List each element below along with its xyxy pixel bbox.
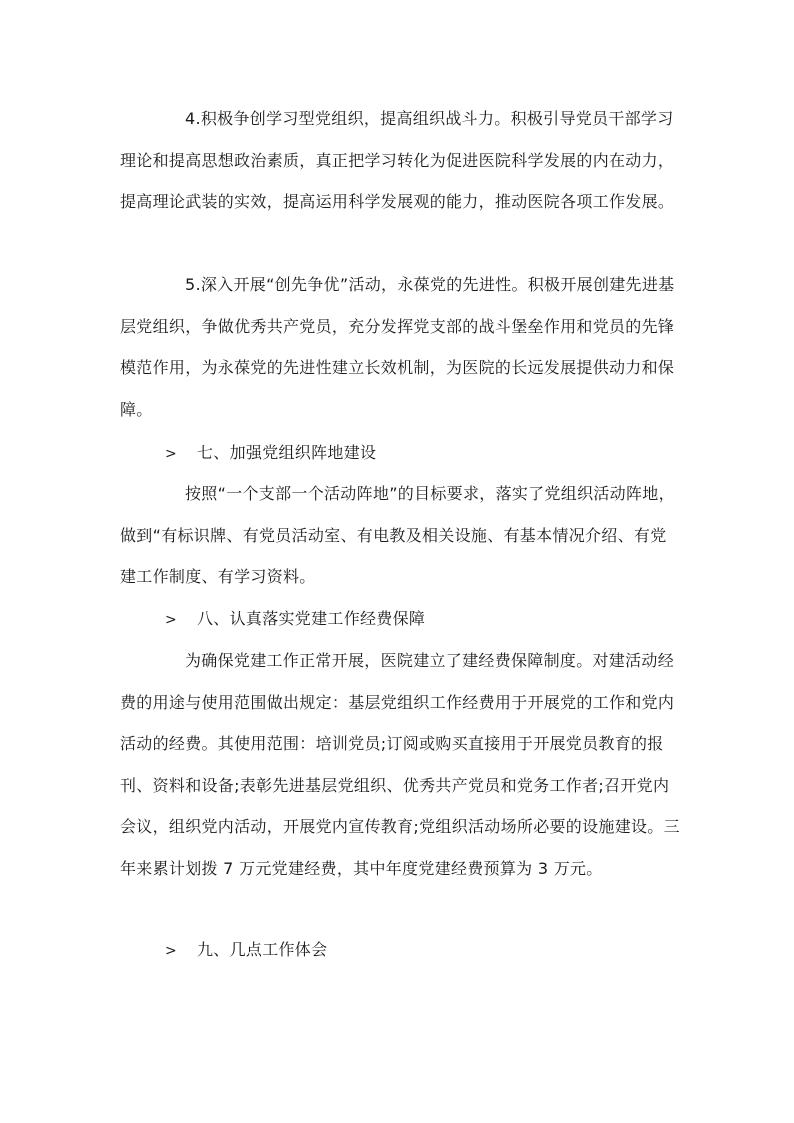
section-heading-7 xyxy=(165,441,376,466)
section-heading-9-text: 九、几点工作体会 xyxy=(197,940,328,959)
section-heading-7-text: 七、加强党组织阵地建设 xyxy=(197,443,377,462)
bullet-marker: > xyxy=(165,943,178,959)
section-heading-8-text: 八、认真落实党建工作经费保障 xyxy=(197,609,426,628)
section-heading-8 xyxy=(165,607,425,632)
paragraph-item-5: 5.深入开展“创先争优”活动，永葆党的先进性。积极开展创建先进基层党组织，争做优秀共产党员，充分发挥党支部的战斗堡垒作用和党员的先锋模范作用，为永葆党的先进性建立长效机制，为医院的长远发展提供动力和保障。 xyxy=(120,275,675,419)
paragraph-section-7: 按照“一个支部一个活动阵地”的目标要求，落实了党组织活动阵地，做到“有标识牌、有党员活动室、有电教及相关设施、有基本情况介绍、有党建工作制度、有学习资料。 xyxy=(120,484,675,586)
paragraph-section-8: 为确保党建工作正常开展，医院建立了建经费保障制度。对建活动经费的用途与使用范围做出规定：基层党组织工作经费用于开展党的工作和党内活动的经费。其使用范围：培训党员;订阅或购买直接用于开展党员教育的报刊、资料和设备;表彰先进基层党组织、优秀共产党员和党务工作者;召开党内会议，组织党内活动，开展党内宣传教育;党组织活动场所必要的设施建设。三年来累计划拨 7 万元党建经费，其中年度党建经费预算为 3 万元。 xyxy=(120,651,680,878)
bullet-marker: > xyxy=(165,446,178,462)
paragraph-item-4: 4.积极争创学习型党组织，提高组织战斗力。积极引导党员干部学习理论和提高思想政治素质，真正把学习转化为促进医院科学发展的内在动力，提高理论武装的实效，提高运用科学发展观的能力，推动医院各项工作发展。 xyxy=(120,109,675,211)
bullet-marker: > xyxy=(165,612,178,628)
section-heading-9 xyxy=(165,938,327,963)
